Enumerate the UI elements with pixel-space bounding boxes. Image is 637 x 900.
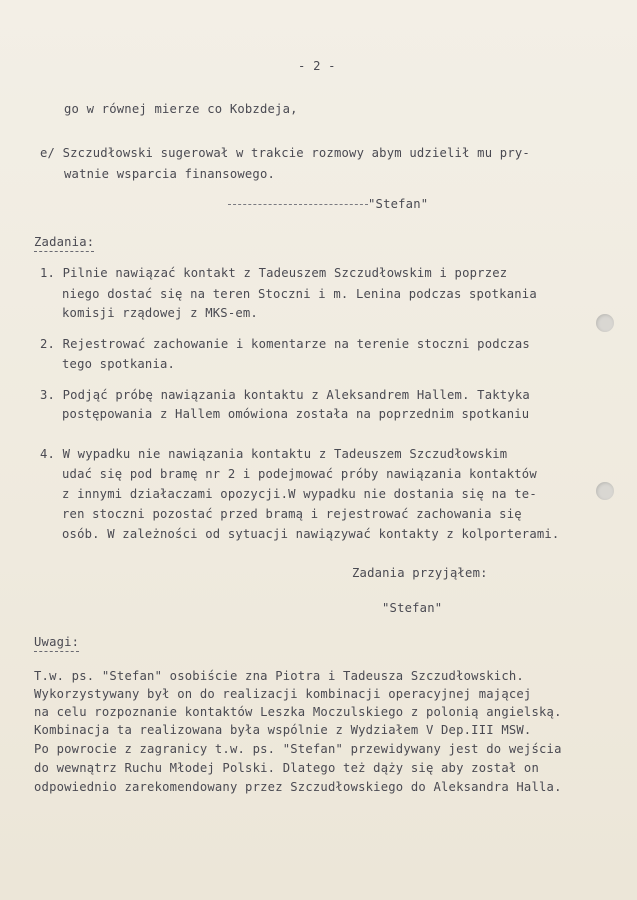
- note-line: Po powrocie z zagranicy t.w. ps. "Stefan" przewidywany jest do wejścia: [34, 742, 562, 756]
- task-line: 4. W wypadku nie nawiązania kontaktu z Tadeuszem Szczudłowskim: [40, 447, 508, 461]
- accepted-label: Zadania przyjąłem:: [352, 566, 488, 580]
- task-line: niego dostać się na teren Stoczni i m. Lenina podczas spotkania: [62, 287, 537, 301]
- signature-top: "Stefan": [368, 197, 429, 211]
- task-line: tego spotkania.: [62, 357, 176, 371]
- task-line: 1. Pilnie nawiązać kontakt z Tadeuszem Szczudłowskim i poprzez: [40, 266, 508, 280]
- note-line: T.w. ps. "Stefan" osobiście zna Piotra i Tadeusza Szczudłowskich.: [34, 669, 524, 683]
- note-line: Wykorzystywany był on do realizacji kombinacji operacyjnej mającej: [34, 687, 532, 701]
- notes-heading: Uwagi:: [34, 634, 79, 652]
- signature-rule: [228, 204, 368, 205]
- task-line: komisji rządowej z MKS-em.: [62, 306, 258, 320]
- task-line: z innymi działaczami opozycji.W wypadku nie dostania się na te-: [62, 487, 537, 501]
- task-line: ren stoczni pozostać przed bramą i rejestrować zachowania się: [62, 507, 522, 521]
- intro-line: watnie wsparcia finansowego.: [64, 167, 276, 181]
- task-line: udać się pod bramę nr 2 i podejmować próby nawiązania kontaktów: [62, 467, 537, 481]
- note-line: na celu rozpoznanie kontaktów Leszka Moczulskiego z polonią angielską.: [34, 705, 562, 719]
- task-line: osób. W zależności od sytuacji nawiązywać kontakty z kolporterami.: [62, 527, 560, 541]
- task-line: postępowania z Hallem omówiona została na poprzednim spotkaniu: [62, 407, 530, 421]
- note-line: Kombinacja ta realizowana była wspólnie z Wydziałem V Dep.III MSW.: [34, 723, 532, 737]
- page-number: - 2 -: [298, 59, 336, 73]
- task-line: 3. Podjąć próbę nawiązania kontaktu z Aleksandrem Hallem. Taktyka: [40, 388, 530, 402]
- intro-line: e/ Szczudłowski sugerował w trakcie rozmowy abym udzielił mu pry-: [40, 146, 530, 160]
- intro-line: go w równej mierze co Kobzdeja,: [64, 102, 298, 116]
- signature-bottom: "Stefan": [382, 601, 443, 615]
- task-line: 2. Rejestrować zachowanie i komentarze na terenie stoczni podczas: [40, 337, 530, 351]
- punch-hole-bottom: [596, 482, 614, 500]
- note-line: odpowiednio zarekomendowany przez Szczudłowskiego do Aleksandra Halla.: [34, 780, 562, 794]
- note-line: do wewnątrz Ruchu Młodej Polski. Dlatego też dąży się aby został on: [34, 761, 540, 775]
- punch-hole-top: [596, 314, 614, 332]
- tasks-heading: Zadania:: [34, 234, 94, 252]
